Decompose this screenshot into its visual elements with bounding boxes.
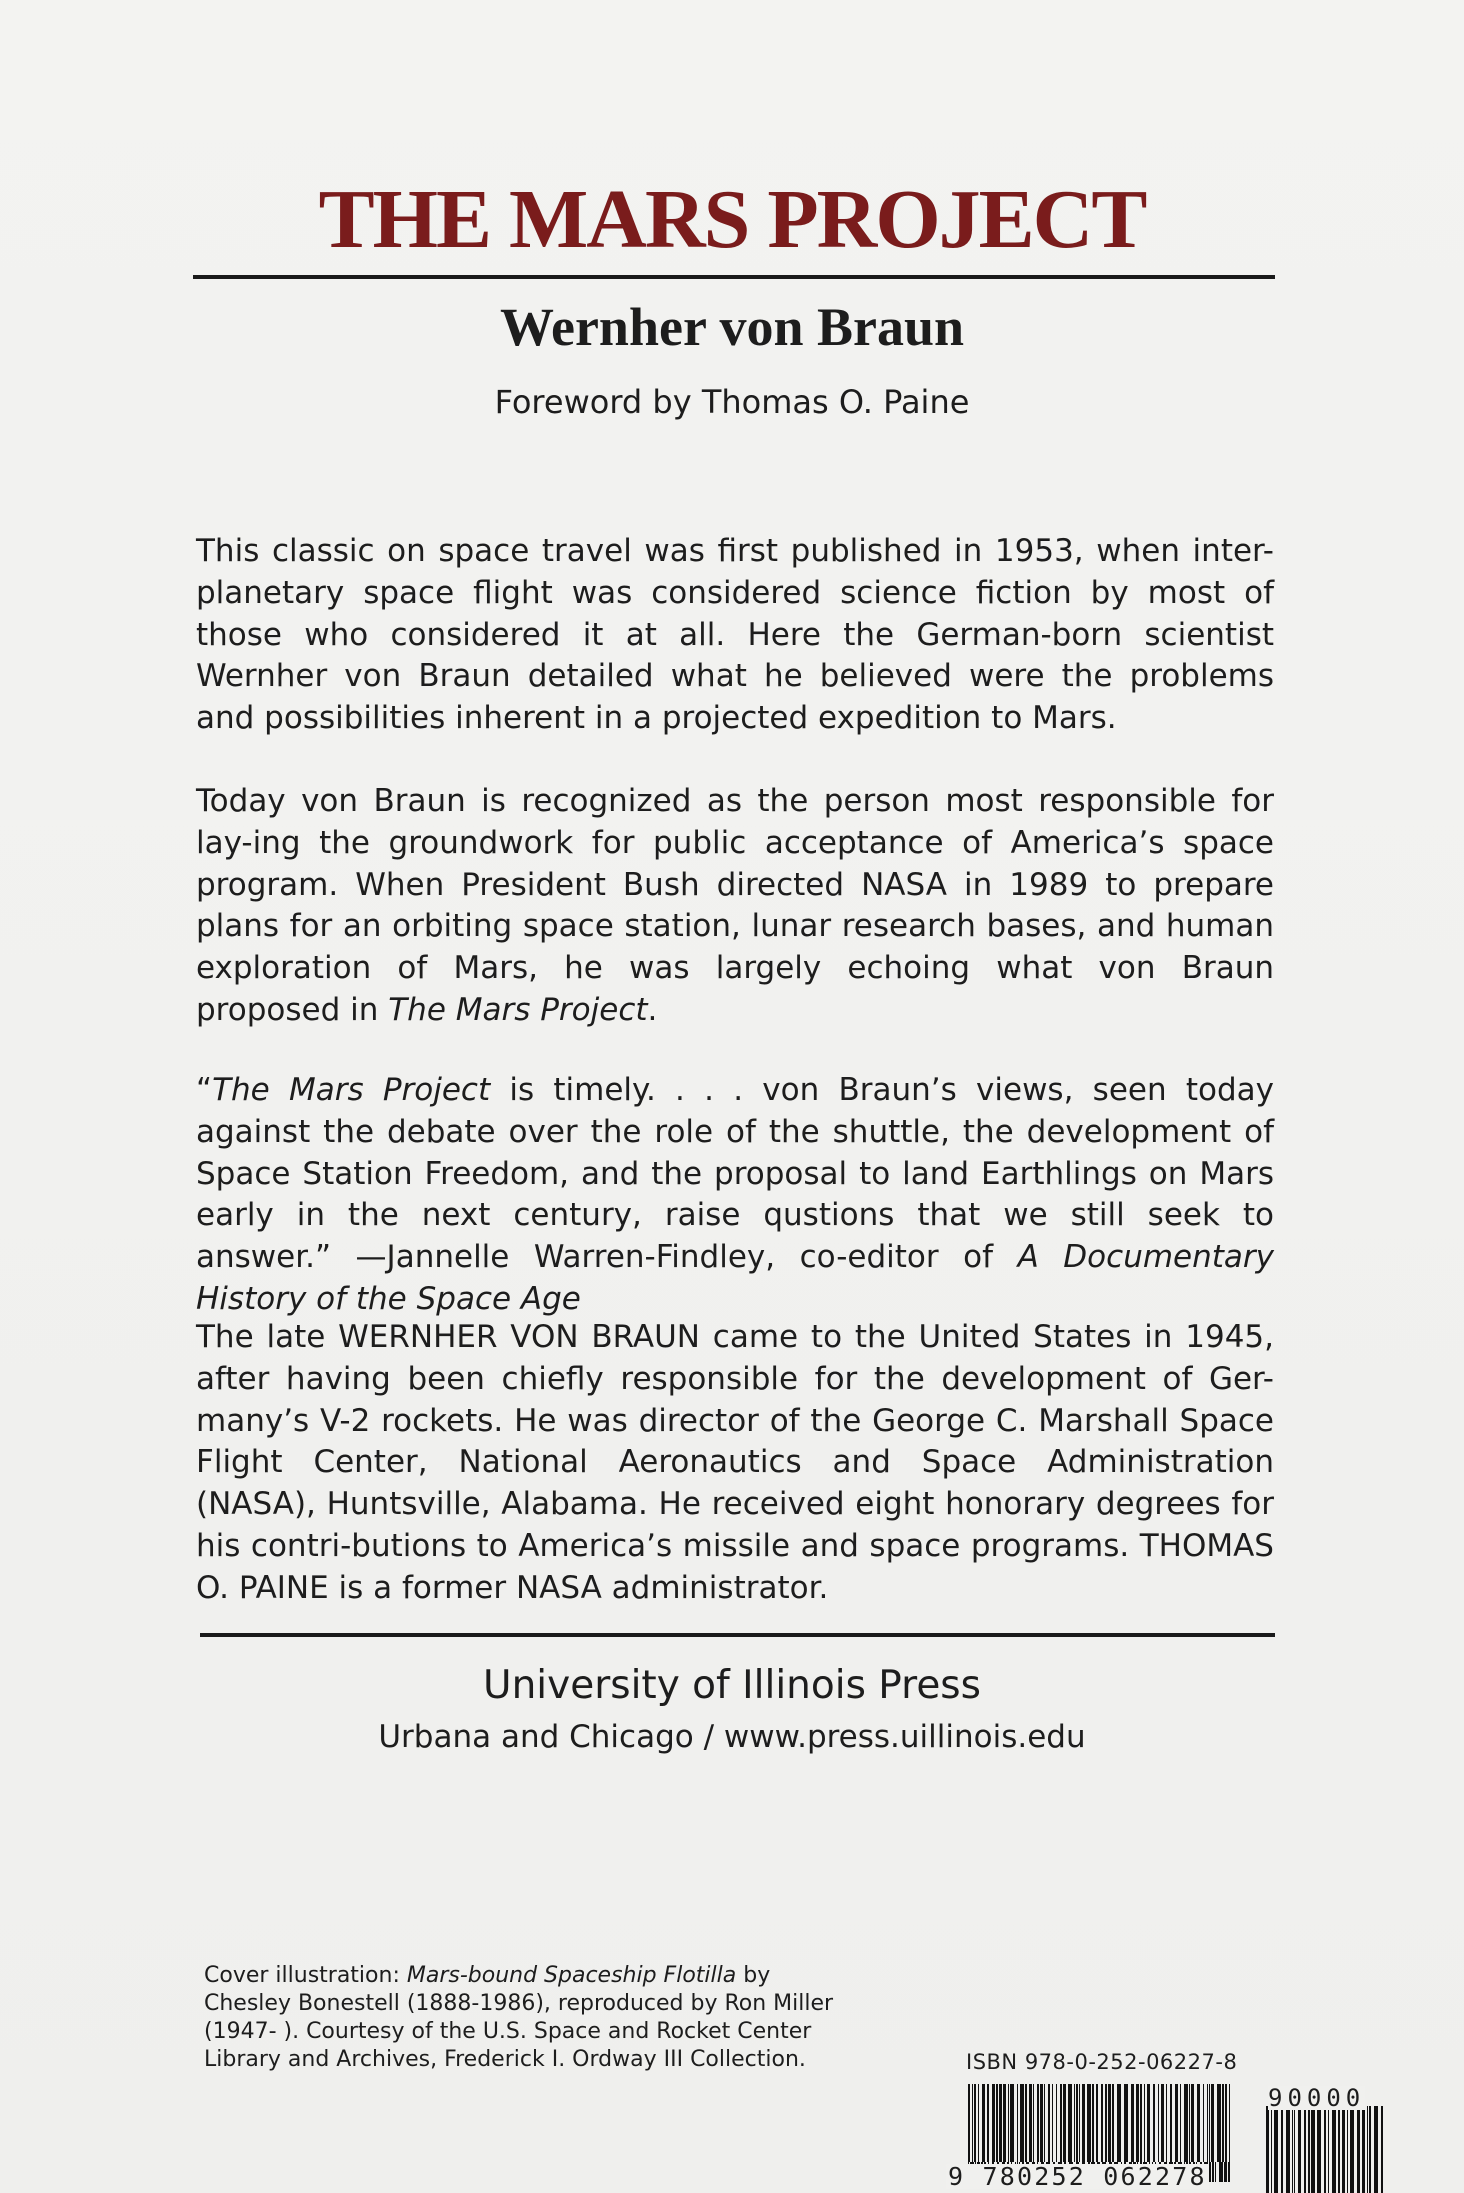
addon-bar-22 xyxy=(1369,2106,1371,2193)
main-bar-8 xyxy=(999,2084,1002,2162)
main-bar-39 xyxy=(1131,2084,1134,2162)
addon-bar-16 xyxy=(1342,2106,1345,2193)
guard-bar-58 xyxy=(1219,2162,1223,2182)
paragraph-2-text: Today von Braun is recognized as the person most responsible for lay-ing the groundwork for public acceptance of America’s space program. When President Bush directed NASA in 1989 to prepare plans for an orbiting space station, lunar research bases, and human exploration of Mars, he was largely echoing what von Braun proposed in xyxy=(196,783,1274,1028)
main-bar-21 xyxy=(1052,2084,1053,2162)
main-bar-3 xyxy=(978,2084,979,2162)
main-bar-40 xyxy=(1136,2084,1139,2162)
addon-bar-4 xyxy=(1286,2106,1290,2193)
main-bar-30 xyxy=(1087,2084,1091,2162)
main-bar-17 xyxy=(1037,2084,1039,2162)
guard-bar-57 xyxy=(1215,2162,1216,2182)
addon-bar-21 xyxy=(1367,2106,1368,2193)
addon-bar-24 xyxy=(1381,2106,1383,2193)
main-bar-31 xyxy=(1092,2084,1094,2162)
main-bar-45 xyxy=(1158,2084,1159,2162)
main-bar-6 xyxy=(992,2084,995,2162)
main-bar-11 xyxy=(1010,2084,1014,2162)
guard-bar-59 xyxy=(1224,2162,1227,2182)
price-code: 90000 xyxy=(1268,2084,1366,2112)
review-quote xyxy=(196,1070,1274,1321)
addon-bar-3 xyxy=(1281,2106,1283,2193)
publisher-name: University of Illinois Press xyxy=(483,1663,981,1708)
main-bar-62 xyxy=(1229,2084,1230,2162)
addon-bar-5 xyxy=(1292,2106,1293,2193)
guard-bar-60 xyxy=(1228,2162,1230,2182)
main-bar-12 xyxy=(1017,2084,1018,2162)
main-bar-22 xyxy=(1056,2084,1057,2162)
main-bar-58 xyxy=(1211,2084,1214,2162)
book-title: THE MARS PROJECT xyxy=(318,173,1146,266)
main-bar-0 xyxy=(968,2084,970,2162)
credit-text: by Chesley Bonestell (1888-1986), reproduced by Ron Miller (1947- ). Courtesy of the U.S. Space and Rocket Center Library and Archives, Frederick I. Ordway III Collection. xyxy=(204,1963,834,2072)
main-bar-29 xyxy=(1082,2084,1085,2162)
main-bar-47 xyxy=(1166,2084,1167,2162)
main-bar-61 xyxy=(1225,2084,1227,2162)
addon-bar-0 xyxy=(1266,2106,1269,2193)
addon-bar-2 xyxy=(1274,2106,1278,2193)
review-source: A Documentary History of the Space Age xyxy=(196,1239,1274,1317)
main-bar-51 xyxy=(1184,2084,1188,2162)
main-bar-2 xyxy=(974,2084,976,2162)
addon-bar-13 xyxy=(1328,2106,1329,2193)
main-bar-26 xyxy=(1074,2084,1075,2162)
addon-bar-12 xyxy=(1324,2106,1326,2193)
main-bar-15 xyxy=(1029,2084,1032,2162)
book-author: Wernher von Braun xyxy=(499,297,965,357)
main-bar-54 xyxy=(1197,2084,1200,2162)
top-divider xyxy=(193,275,1275,279)
review-text: is timely. . . . von Braun’s views, seen today against the debate over the role of the shuttle, the development of Space Station Freedom, and the proposal to land Earthlings on Mars early in the next century, raise qustions that we still seek to answer.” —Jannelle Warren-Findley, co-editor of xyxy=(196,1072,1274,1276)
paragraph-2-title: The Mars Project xyxy=(388,991,648,1028)
main-bar-60 xyxy=(1222,2084,1224,2162)
main-bar-20 xyxy=(1048,2084,1050,2162)
isbn-label: ISBN 978-0-252-06227-8 xyxy=(966,2050,1238,2074)
addon-bar-9 xyxy=(1308,2106,1310,2193)
addon-bar-1 xyxy=(1271,2106,1272,2193)
credit-prefix: Cover illustration: xyxy=(204,1963,407,1988)
main-bar-28 xyxy=(1079,2084,1080,2162)
main-bar-44 xyxy=(1153,2084,1155,2162)
main-bar-52 xyxy=(1189,2084,1190,2162)
paragraph-2-end: . xyxy=(647,991,658,1028)
main-bar-27 xyxy=(1076,2084,1078,2162)
main-bar-50 xyxy=(1180,2084,1181,2162)
addon-bar-10 xyxy=(1311,2106,1315,2193)
main-bar-24 xyxy=(1063,2084,1066,2162)
addon-bar-15 xyxy=(1338,2106,1340,2193)
addon-bar-23 xyxy=(1374,2106,1378,2193)
main-bar-35 xyxy=(1108,2084,1111,2162)
main-bar-43 xyxy=(1147,2084,1150,2162)
main-bar-1 xyxy=(972,2084,973,2162)
foreword-credit: Foreword by Thomas O. Paine xyxy=(494,383,970,421)
description-paragraph-2 xyxy=(196,781,1274,1032)
main-bar-46 xyxy=(1161,2084,1164,2162)
main-bar-32 xyxy=(1096,2084,1098,2162)
guard-bar-55 xyxy=(1209,2162,1211,2182)
main-bar-33 xyxy=(1101,2084,1103,2162)
addon-bar-20 xyxy=(1362,2106,1365,2193)
addon-bar-11 xyxy=(1317,2106,1321,2193)
main-bar-53 xyxy=(1191,2084,1194,2162)
main-bar-4 xyxy=(982,2084,985,2162)
author-bio: The late WERNHER VON BRAUN came to the United States in 1945, after having been chiefly responsible for the development of Ger-many’s V-2 rockets. He was director of the George C. Marshall Space Flight Center, National Aeronautics and Space Administration (NASA), Huntsville, Alabama. He received eight honorary degrees for his contri-butions to America’s missile and space programs. THOMAS O. PAINE is a former NASA administrator. xyxy=(196,1319,1274,1606)
review-open-quote: “ xyxy=(196,1072,213,1108)
guard-bar-56 xyxy=(1212,2162,1214,2182)
main-bar-5 xyxy=(987,2084,989,2162)
main-bar-57 xyxy=(1209,2084,1210,2162)
main-bar-25 xyxy=(1068,2084,1072,2162)
main-bar-49 xyxy=(1175,2084,1178,2162)
main-bar-36 xyxy=(1112,2084,1114,2162)
main-bar-37 xyxy=(1117,2084,1121,2162)
addon-bar-6 xyxy=(1294,2106,1295,2193)
addon-bar-19 xyxy=(1357,2106,1360,2193)
main-bar-56 xyxy=(1207,2084,1208,2162)
isbn-digits: 9 780252 062278 xyxy=(948,2162,1207,2191)
cover-illustration-credit xyxy=(204,1962,844,2074)
main-bar-14 xyxy=(1025,2084,1027,2162)
addon-bar-17 xyxy=(1347,2106,1348,2193)
main-bar-48 xyxy=(1170,2084,1172,2162)
main-bar-13 xyxy=(1020,2084,1024,2162)
main-bar-34 xyxy=(1105,2084,1107,2162)
credit-title: Mars-bound Spaceship Flotilla xyxy=(406,1963,737,1988)
main-bar-19 xyxy=(1044,2084,1045,2162)
main-bar-7 xyxy=(996,2084,998,2162)
main-bar-23 xyxy=(1060,2084,1062,2162)
description-paragraph-1: This classic on space travel was first published in 1953, when inter-planetary space flight was considered science fiction by most of those who considered it at all. Here the German-born scientist Wernher von Braun detailed what he believed were the problems and possibilities inherent in a projected expedition to Mars. xyxy=(196,533,1274,737)
main-bar-41 xyxy=(1140,2084,1142,2162)
review-book-title: The Mars Project xyxy=(212,1072,491,1108)
main-bar-59 xyxy=(1217,2084,1221,2162)
addon-bar-8 xyxy=(1304,2106,1306,2193)
main-bar-9 xyxy=(1003,2084,1006,2162)
main-bar-10 xyxy=(1008,2084,1009,2162)
main-bar-38 xyxy=(1124,2084,1128,2162)
addon-bar-14 xyxy=(1332,2106,1336,2193)
main-bar-18 xyxy=(1040,2084,1043,2162)
addon-bar-18 xyxy=(1350,2106,1354,2193)
publisher-location: Urbana and Chicago / www.press.uillinois.edu xyxy=(378,1719,1086,1755)
addon-bar-7 xyxy=(1298,2106,1301,2193)
bottom-divider xyxy=(200,1633,1275,1637)
main-bar-42 xyxy=(1144,2084,1145,2162)
main-bar-55 xyxy=(1203,2084,1204,2162)
main-bar-16 xyxy=(1033,2084,1034,2162)
